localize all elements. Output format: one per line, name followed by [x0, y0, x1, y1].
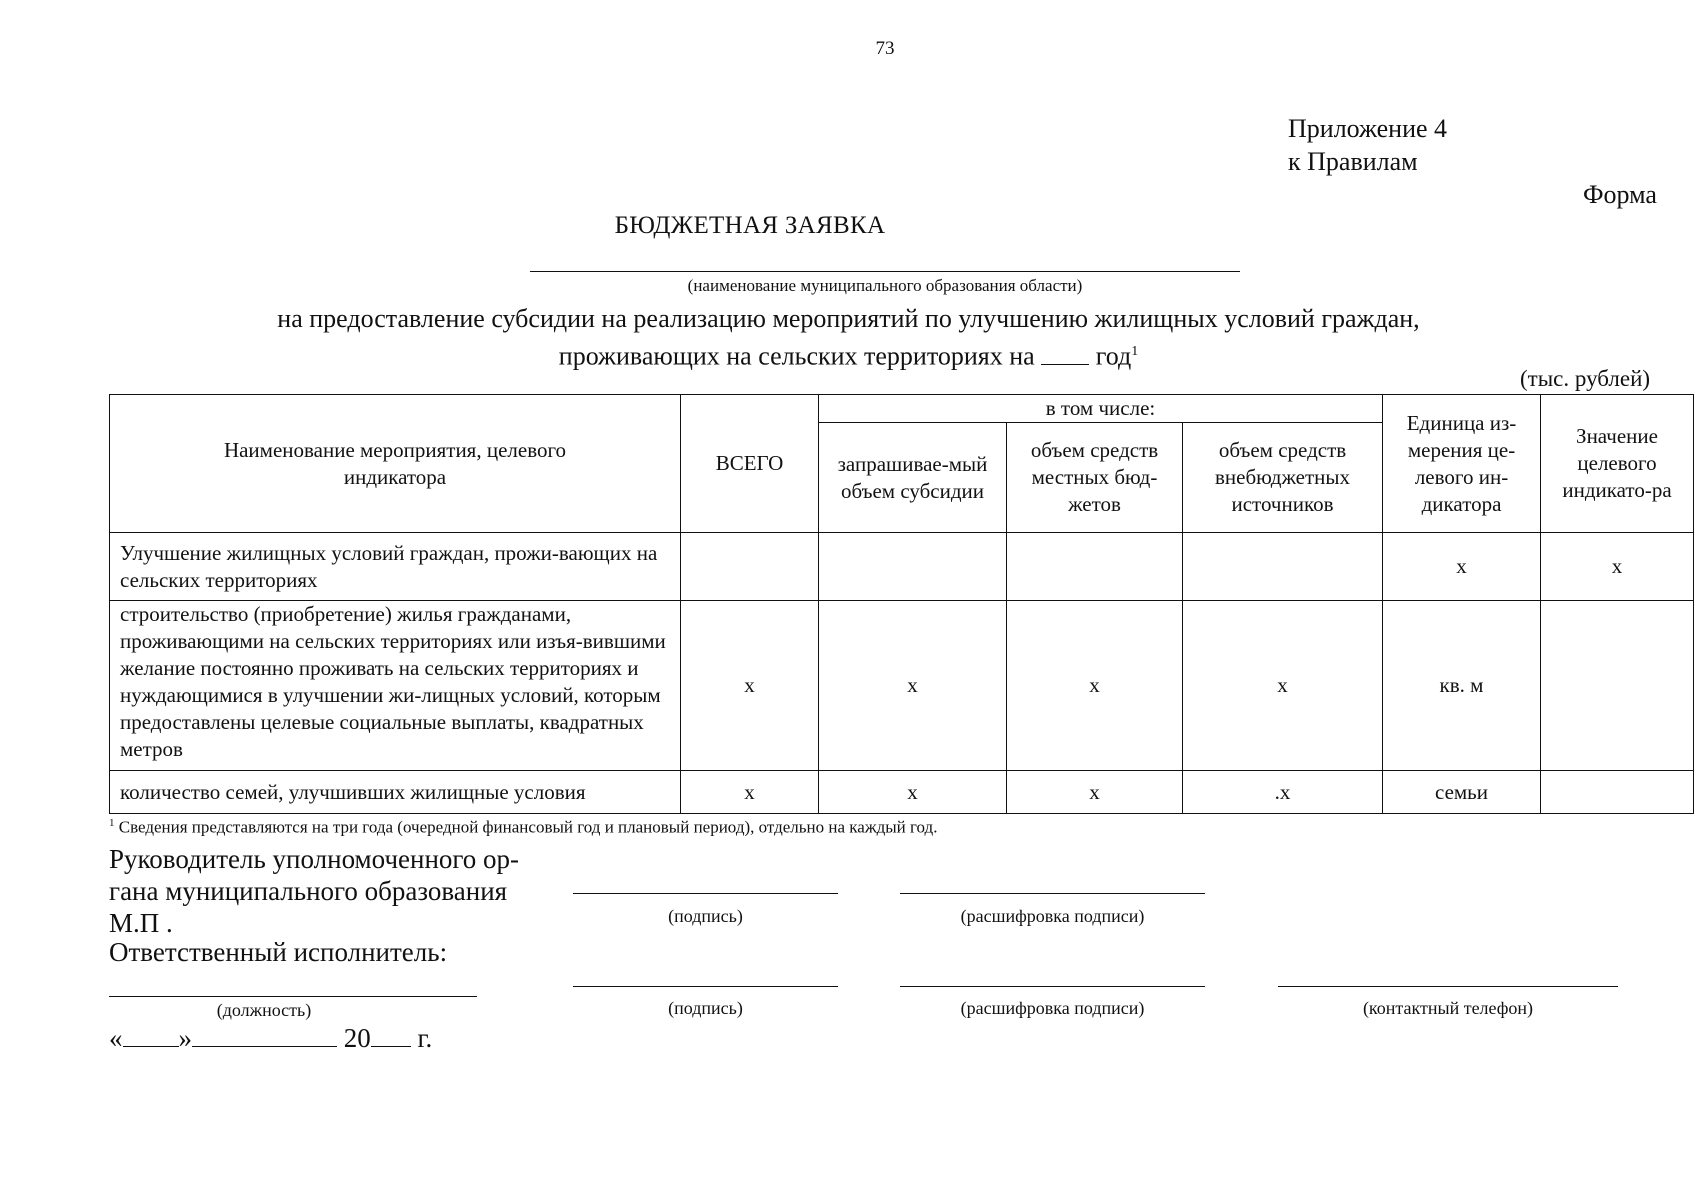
cell-unit: семьи — [1383, 771, 1541, 814]
footnote-mark: 1 — [1131, 344, 1139, 359]
header-extra: объем средств внебюджетных источников — [1183, 423, 1383, 533]
header-total: ВСЕГО — [681, 395, 819, 533]
row-name: Улучшение жилищных условий граждан, прожи-вающих на сельских территориях — [110, 533, 681, 601]
position-field[interactable] — [109, 996, 477, 997]
header-name: Наименование мероприятия, целевого индикатора — [110, 395, 681, 533]
date-quote-close: » — [178, 1023, 192, 1053]
date-line — [109, 1022, 432, 1054]
phone-caption: (контактный телефон) — [1362, 998, 1534, 1018]
phone-field[interactable] — [1278, 986, 1618, 987]
stamp-label: М.П . — [109, 908, 173, 938]
position-caption: (должность) — [216, 1000, 312, 1020]
head-label-line1: Руководитель уполномоченного ор- — [109, 844, 520, 874]
table-row — [110, 533, 1694, 601]
cell-value: х — [1541, 533, 1694, 601]
appendix-line2: к Правилам — [1288, 147, 1418, 176]
date-suffix: г. — [417, 1023, 433, 1053]
footnote-number: 1 — [109, 817, 115, 829]
form-label: Форма — [1583, 180, 1657, 209]
appendix-line1: Приложение 4 — [1288, 114, 1448, 143]
executor-signature-caption: (подпись) — [668, 998, 743, 1018]
table-row — [110, 771, 1694, 814]
table-row — [110, 601, 1694, 771]
date-year-prefix: 20 — [343, 1023, 371, 1053]
cell-extra: .х — [1183, 771, 1383, 814]
municipality-caption: (наименование муниципального образования области) — [687, 276, 1083, 295]
date-month-field[interactable] — [192, 1024, 337, 1047]
units-label: (тыс. рублей) — [1520, 366, 1651, 391]
cell-value[interactable] — [1541, 601, 1694, 771]
municipality-name-field[interactable] — [530, 271, 1240, 272]
budget-table — [109, 394, 1694, 814]
date-quote-open: « — [109, 1023, 123, 1053]
cell-requested: х — [819, 601, 1007, 771]
footnote — [109, 817, 937, 838]
date-day-field[interactable] — [123, 1024, 179, 1047]
subtitle-line2 — [0, 335, 1697, 373]
cell-total: х — [681, 771, 819, 814]
cell-unit: кв. м — [1383, 601, 1541, 771]
page-number: 73 — [875, 38, 895, 59]
subtitle-line2-after: год — [1095, 341, 1132, 371]
subtitle — [0, 302, 1697, 373]
head-signature-caption: (подпись) — [668, 906, 743, 926]
head-signature-field[interactable] — [573, 893, 838, 894]
document-title: БЮДЖЕТНАЯ ЗАЯВКА — [614, 212, 886, 239]
footnote-text: Сведения представляются на три года (очередной финансовый год и плановый период), отдельно на каждый год. — [118, 817, 938, 837]
cell-local: х — [1007, 771, 1183, 814]
header-unit: Единица из-мерения це-левого ин-дикатора — [1383, 395, 1541, 533]
head-label-line2: гана муниципального образования — [109, 876, 508, 906]
responsible-label: Ответственный исполнитель: — [109, 937, 448, 967]
year-blank-field[interactable] — [1041, 344, 1089, 365]
cell-total[interactable] — [681, 533, 819, 601]
executor-decode-caption: (расшифровка подписи) — [960, 998, 1145, 1018]
executor-decode-field[interactable] — [900, 986, 1205, 987]
row-name: строительство (приобретение) жилья гражданами, проживающими на сельских территориях или изъя-вившими желание постоянно проживать на сельских территориях и нуждающимися в улучшении жи-лищных условий, которым предоставлены целевые социальные выплаты, квадратных метров — [110, 601, 681, 771]
head-signature-decode-field[interactable] — [900, 893, 1205, 894]
executor-signature-field[interactable] — [573, 986, 838, 987]
cell-value[interactable] — [1541, 771, 1694, 814]
cell-extra: х — [1183, 601, 1383, 771]
cell-requested: х — [819, 771, 1007, 814]
head-label — [109, 843, 519, 907]
cell-extra[interactable] — [1183, 533, 1383, 601]
cell-total: х — [681, 601, 819, 771]
cell-local: х — [1007, 601, 1183, 771]
header-local: объем средств местных бюд-жетов — [1007, 423, 1183, 533]
header-row-1 — [110, 395, 1694, 423]
cell-unit: х — [1383, 533, 1541, 601]
header-including: в том числе: — [819, 395, 1383, 423]
row-name: количество семей, улучшивших жилищные условия — [110, 771, 681, 814]
appendix-block — [1288, 112, 1447, 178]
subtitle-line2-before: проживающих на сельских территориях на — [558, 341, 1035, 371]
head-decode-caption: (расшифровка подписи) — [960, 906, 1145, 926]
cell-local[interactable] — [1007, 533, 1183, 601]
cell-requested[interactable] — [819, 533, 1007, 601]
date-year-field[interactable] — [371, 1024, 411, 1047]
subtitle-line1: на предоставление субсидии на реализацию мероприятий по улучшению жилищных условий граждан, — [277, 304, 1420, 333]
header-requested: запрашивае-мый объем субсидии — [819, 423, 1007, 533]
header-value: Значение целевого индикато-ра — [1541, 395, 1694, 533]
